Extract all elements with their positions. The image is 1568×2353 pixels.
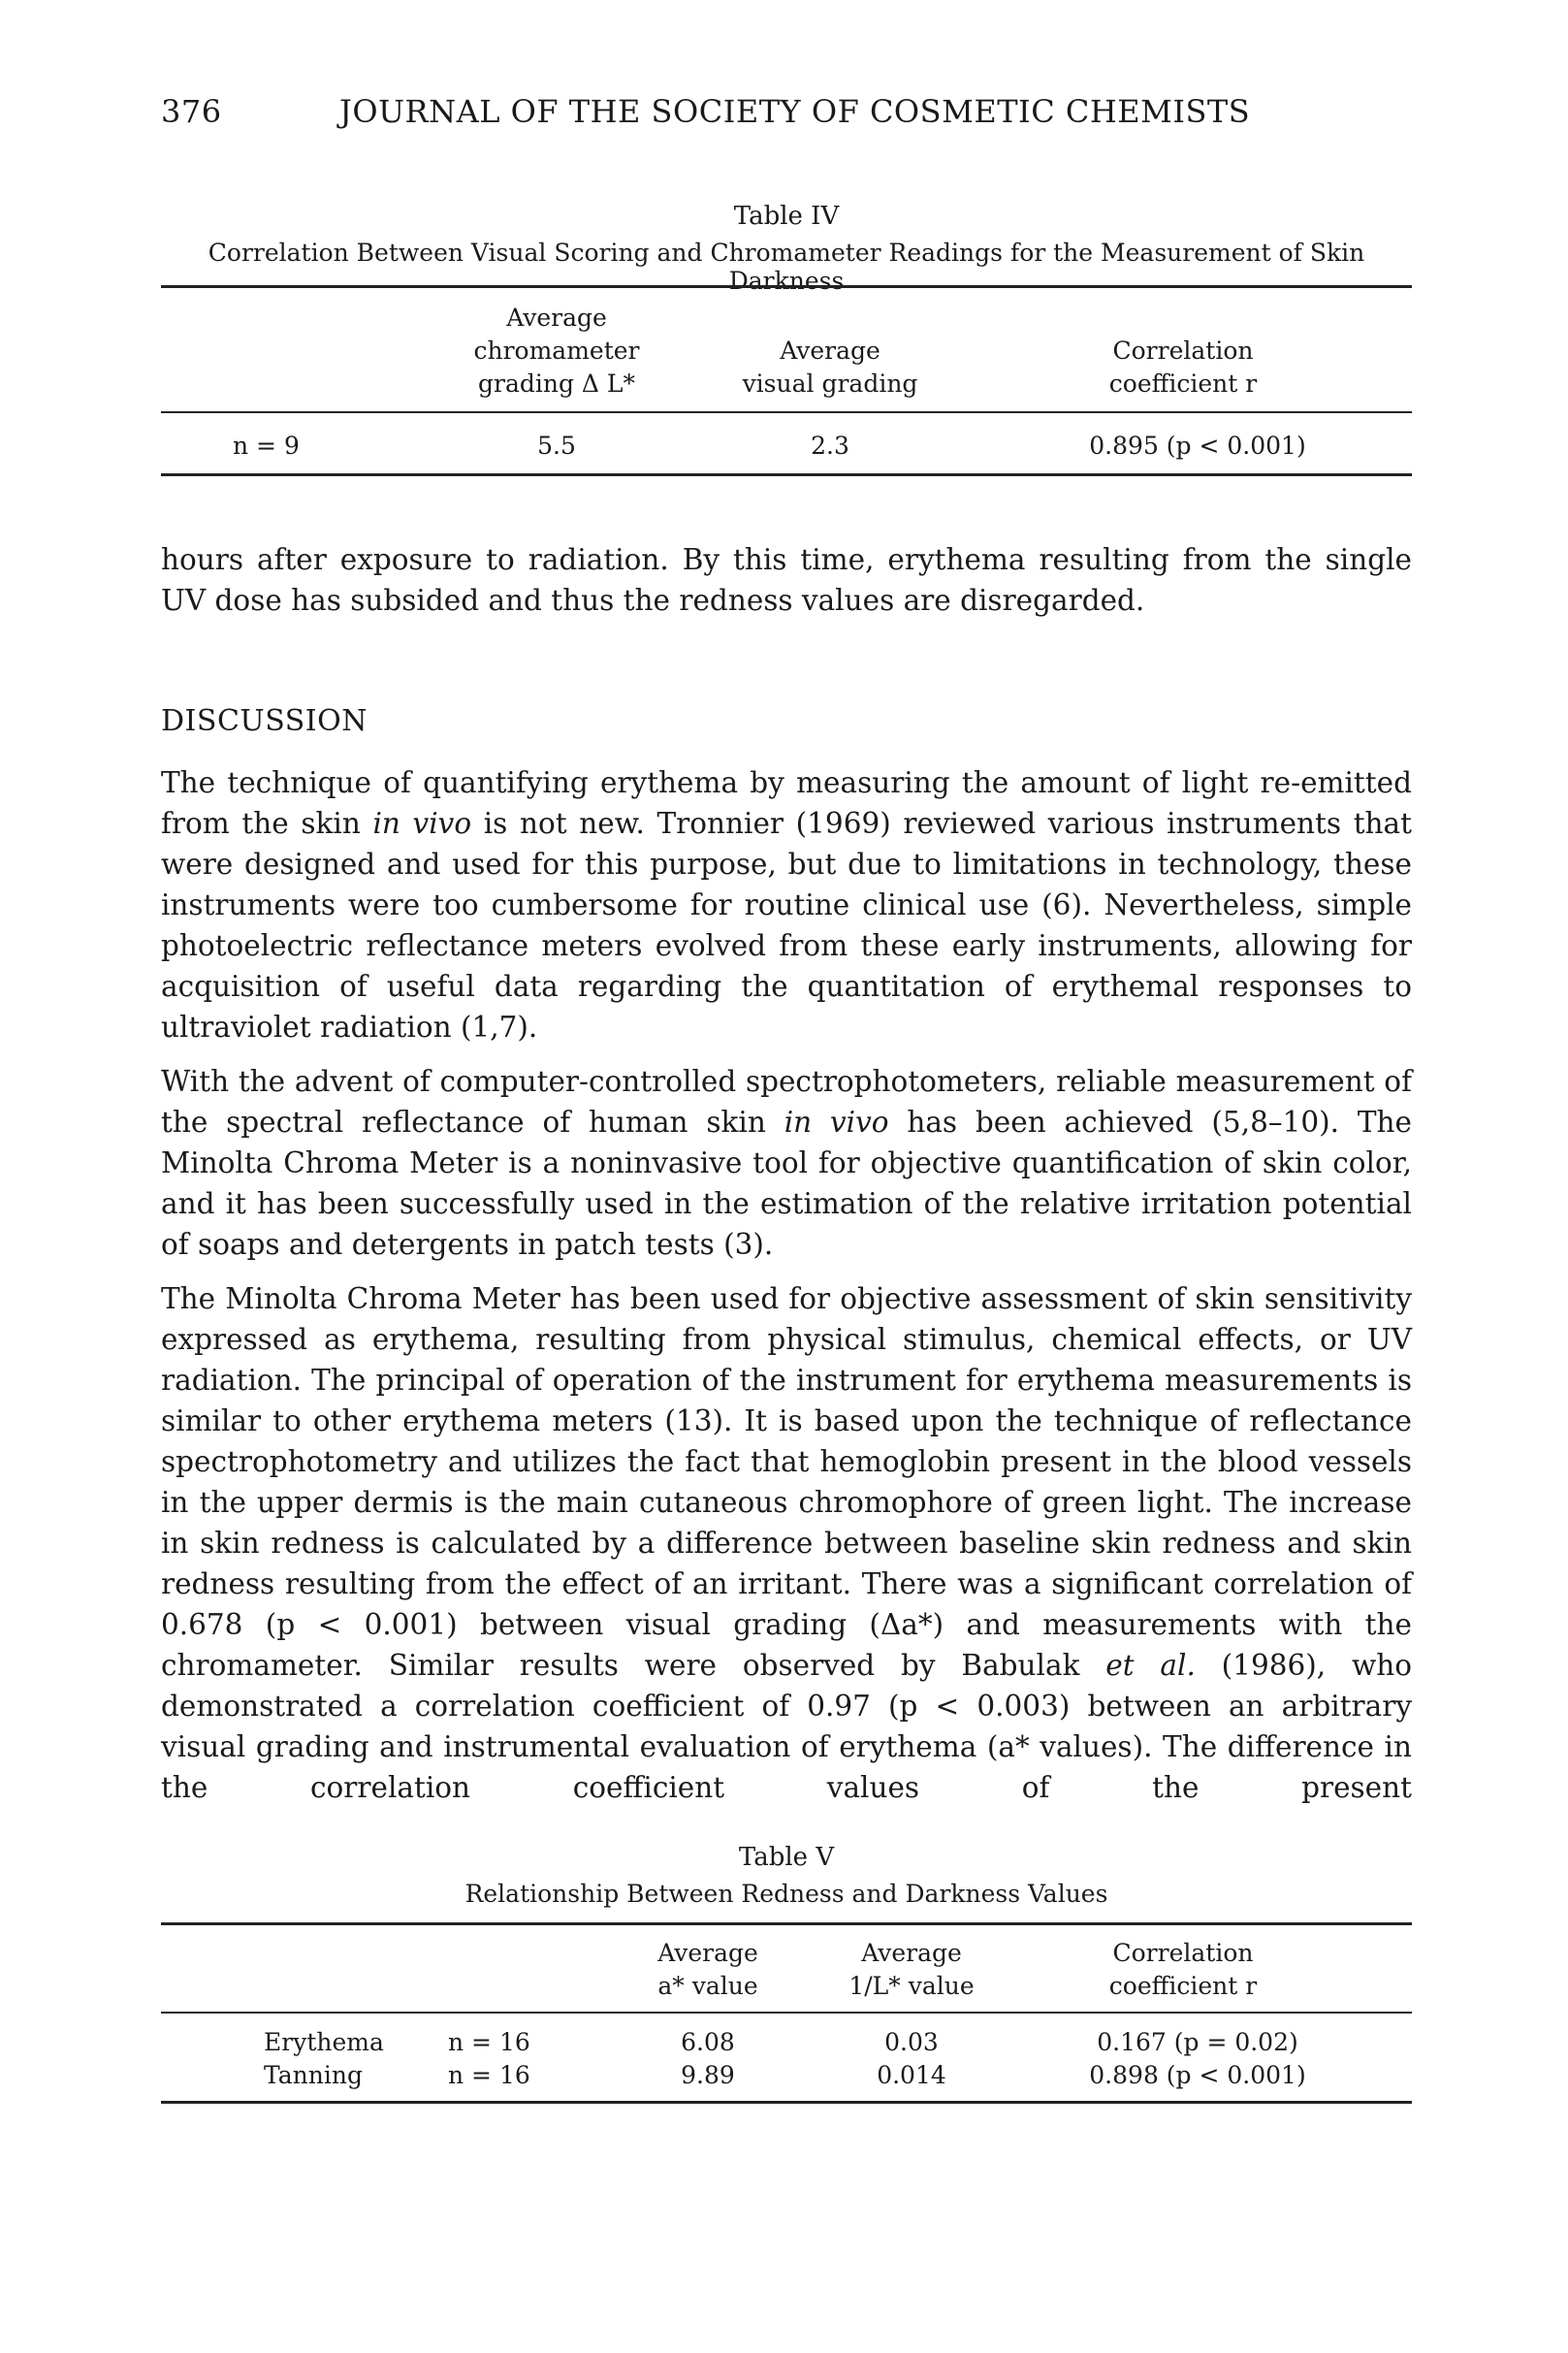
table-v-row-a: 6.08 <box>681 2028 735 2056</box>
table-v-row-r: 0.167 (p = 0.02) <box>1097 2028 1298 2056</box>
intro-paragraph <box>161 539 1412 621</box>
table-v-row-l: 0.03 <box>884 2028 939 2056</box>
table-iv-col1-header-3: grading Δ L* <box>477 370 635 398</box>
table-v-row-label: Tanning <box>264 2061 363 2089</box>
table-iv-top-rule <box>161 285 1412 288</box>
table-iv-col2-header-1: Average <box>780 337 880 365</box>
table-v-caption: Relationship Between Redness and Darkness Values <box>464 1880 1108 1908</box>
table-v-bottom-rule <box>161 2101 1412 2104</box>
table-v-row-label: Erythema <box>264 2028 384 2056</box>
table-iv-row-visual: 2.3 <box>811 432 849 460</box>
table-v-title: Table V <box>738 1843 835 1872</box>
table-v-row-l: 0.014 <box>877 2061 946 2089</box>
discussion-paragraph-2: With the advent of computer-controlled spectrophotometers, reliable measurement of the spectral reflectance of human skin in vivo has been achieved (5,8–10). The Minolta Chroma Meter is a noninvasive tool for objective quantification of skin color, and it has been successfully used in the estimation of the relative irritation potential of soaps and detergents in patch tests (3). <box>161 1065 1412 1261</box>
discussion-paragraph-1: The technique of quantifying erythema by measuring the amount of light re-emitted from the skin in vivo is not new. Tronnier (1969) reviewed various instruments that were designed and used for this purpose, but due to limitations in technology, these instruments were too cumbersome for routine clinical use (6). Nevertheless, simple photoelectric reflectance meters evolved from these early instruments, allowing for acquisition of useful data regarding the quantitation of erythemal responses to ultraviolet radiation (1,7). <box>161 766 1412 1044</box>
table-v-col3-header-2: coefficient r <box>1108 1972 1258 2000</box>
table-v-col1-header-1: Average <box>657 1939 758 1967</box>
table-v-col2-header-2: 1/L* value <box>848 1972 975 2000</box>
table-iv-col3-header-1: Correlation <box>1112 337 1254 365</box>
table-iv-col3-header-2: coefficient r <box>1108 370 1258 398</box>
table-iv-col1-header-1: Average <box>506 304 607 332</box>
table-iv-row-n: n = 9 <box>233 432 300 460</box>
table-iv-row-corr: 0.895 (p < 0.001) <box>1089 432 1306 460</box>
table-v-col2-header-1: Average <box>861 1939 962 1967</box>
table-v-col3-header-1: Correlation <box>1112 1939 1254 1967</box>
table-v-row-n: n = 16 <box>448 2028 530 2056</box>
table-v-top-rule <box>161 1922 1412 1925</box>
table-v-row-r: 0.898 (p < 0.001) <box>1089 2061 1306 2089</box>
table-v-header-rule <box>161 2012 1412 2014</box>
table-iv-caption: Correlation Between Visual Scoring and Chromameter Readings for the Measurement of Skin Darkness <box>208 239 1365 295</box>
table-v-col1-header-2: a* value <box>657 1972 758 2000</box>
discussion-heading: DISCUSSION <box>161 704 368 738</box>
intro-text: hours after exposure to radiation. By this time, erythema resulting from the single UV dose has subsided and thus the redness values are disregarded. <box>161 543 1412 617</box>
table-iv-row-chroma: 5.5 <box>537 432 576 460</box>
table-iv-col2-header-2: visual grading <box>742 370 918 398</box>
table-iv-bottom-rule <box>161 473 1412 476</box>
table-iv-col1-header-2: chromameter <box>473 337 640 365</box>
table-v-row-a: 9.89 <box>681 2061 735 2089</box>
running-head <box>161 93 1412 142</box>
table-iv-title: Table IV <box>733 202 840 231</box>
journal-title: JOURNAL OF THE SOCIETY OF COSMETIC CHEMISTS <box>339 93 1251 130</box>
discussion-body <box>161 762 1412 1808</box>
table-iv-header-rule <box>161 411 1412 413</box>
discussion-paragraph-3: The Minolta Chroma Meter has been used for objective assessment of skin sensitivity expressed as erythema, resulting from physical stimulus, chemical effects, or UV radiation. The principal of operation of the instrument for erythema measurements is similar to other erythema meters (13). It is based upon the technique of reflectance spectrophotometry and utilizes the fact that hemoglobin present in the blood vessels in the upper dermis is the main cutaneous chromophore of green light. The increase in skin redness is calculated by a difference between baseline skin redness and skin redness resulting from the effect of an irritant. There was a significant correlation of 0.678 (p < 0.001) between visual grading (Δa*) and measurements with the chromameter. Similar results were observed by Babulak et al. (1986), who demonstrated a correlation coefficient of 0.97 (p < 0.003) between an arbitrary visual grading and instrumental evaluation of erythema (a* values). The difference in the correlation coefficient values of the present <box>161 1282 1412 1804</box>
table-v-row-n: n = 16 <box>448 2061 530 2089</box>
page-number: 376 <box>161 93 222 130</box>
